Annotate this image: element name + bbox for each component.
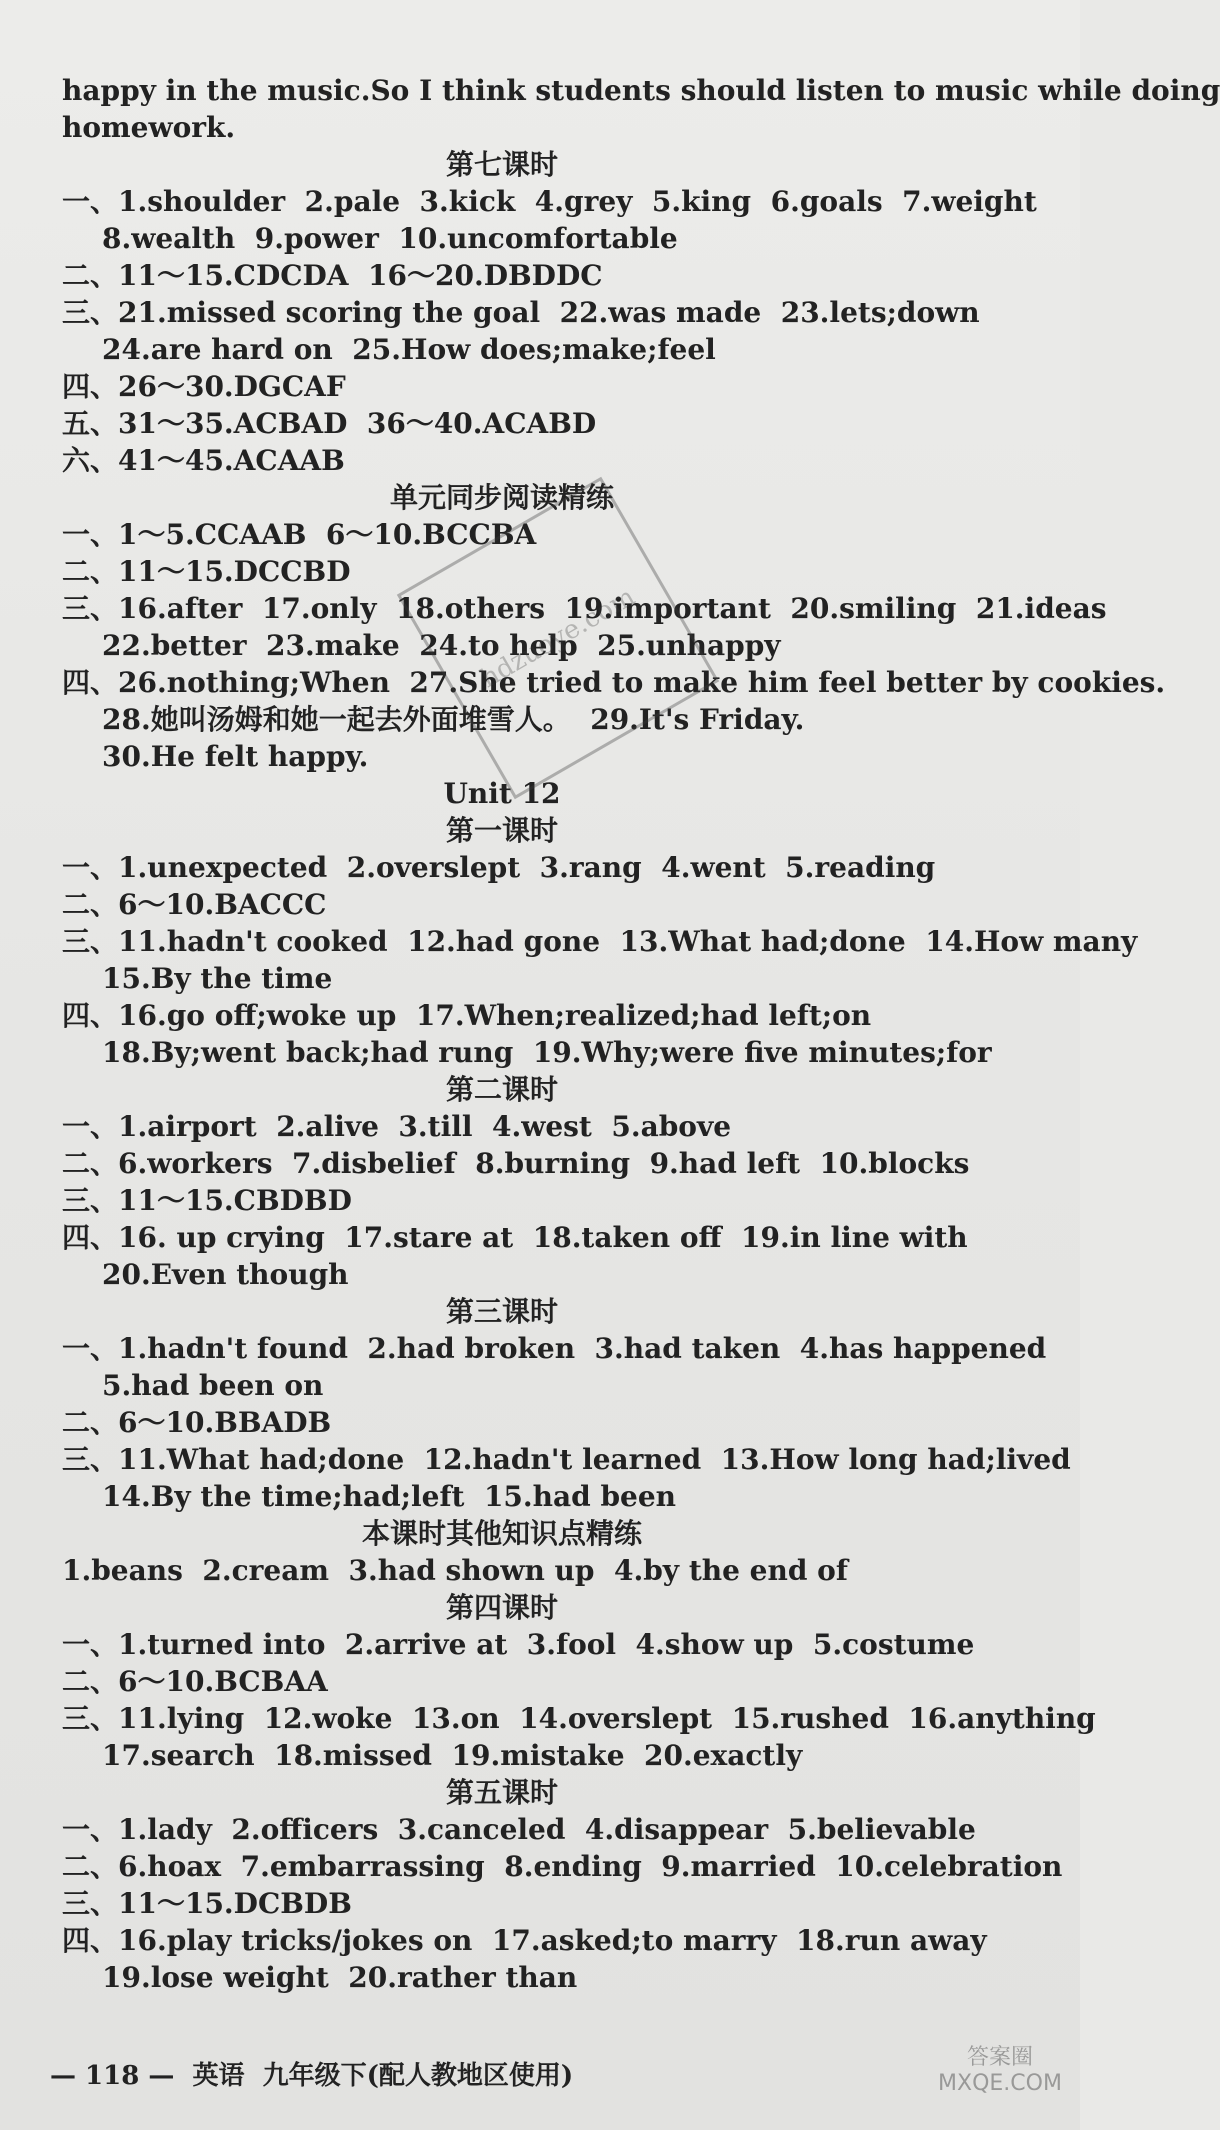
answer-line: 二、6.workers 7.disbelief 8.burning 9.had left 10.blocks [62, 1147, 970, 1180]
answer-line: 一、1.lady 2.officers 3.canceled 4.disappear 5.believable [62, 1813, 976, 1846]
answer-line: homework. [62, 111, 236, 144]
answer-line: 22.better 23.make 24.to help 25.unhappy [102, 629, 781, 662]
answer-line: 四、26.nothing;When 27.She tried to make him feel better by cookies. [62, 666, 1166, 699]
section-heading: 单元同步阅读精练 [389, 481, 614, 514]
section-heading: 第三课时 [445, 1295, 558, 1328]
answer-line: 四、16. up crying 17.stare at 18.taken off 19.in line with [62, 1221, 968, 1254]
answer-line: 二、11～15.CDCDA 16～20.DBDDC [62, 259, 603, 292]
answer-line: 24.are hard on 25.How does;make;feel [102, 333, 716, 366]
section-heading: 第五课时 [445, 1776, 558, 1809]
answer-line: 二、6～10.BCBAA [62, 1665, 328, 1698]
answer-line: 18.By;went back;had rung 19.Why;were five minutes;for [102, 1036, 992, 1069]
answer-line: 30.He felt happy. [102, 740, 369, 773]
page-footer: — 118 — 英语 九年级下(配人教地区使用) [50, 2061, 574, 2091]
answer-line: 20.Even though [102, 1258, 349, 1291]
answer-line: happy in the music.So I think students should listen to music while doing [62, 74, 1220, 107]
answer-line: 一、1.unexpected 2.overslept 3.rang 4.went 5.reading [62, 851, 936, 884]
section-heading: 第一课时 [445, 814, 558, 847]
answer-line: 三、16.after 17.only 18.others 19.important 20.smiling 21.ideas [62, 592, 1107, 625]
answer-line: 8.wealth 9.power 10.uncomfortable [102, 222, 678, 255]
answer-line: 二、6～10.BBADB [62, 1406, 332, 1439]
section-heading: 本课时其他知识点精练 [361, 1517, 642, 1550]
answer-content [62, 72, 1220, 1996]
answer-line: 三、11～15.DCBDB [62, 1887, 352, 1920]
answer-line: 14.By the time;had;left 15.had been [102, 1480, 677, 1513]
section-heading: Unit 12 [443, 777, 561, 810]
answer-line: 三、21.missed scoring the goal 22.was made 23.lets;down [62, 296, 980, 329]
answer-line: 1.beans 2.cream 3.had shown up 4.by the end of [62, 1554, 848, 1587]
answer-line: 19.lose weight 20.rather than [102, 1961, 578, 1994]
answer-line: 一、1.airport 2.alive 3.till 4.west 5.above [62, 1110, 732, 1143]
answer-line: 28.她叫汤姆和她一起去外面堆雪人。 29.It's Friday. [102, 703, 805, 736]
site-logo [935, 2040, 1065, 2120]
watermark-text: hdzuoye.com [475, 581, 641, 695]
answer-line: 一、1～5.CCAAB 6～10.BCCBA [62, 518, 537, 551]
answer-line: 二、6～10.BACCC [62, 888, 327, 921]
answer-line: 一、1.hadn't found 2.had broken 3.had taken 4.has happened [62, 1332, 1047, 1365]
section-heading: 第四课时 [445, 1591, 558, 1624]
answer-line: 一、1.shoulder 2.pale 3.kick 4.grey 5.king 6.goals 7.weight [62, 185, 1037, 218]
answer-line: 三、11.What had;done 12.hadn't learned 13.How long had;lived [62, 1443, 1071, 1476]
section-heading: 第二课时 [445, 1073, 558, 1106]
answer-line: 三、11～15.CBDBD [62, 1184, 352, 1217]
answer-line: 四、16.go off;woke up 17.When;realized;had left;on [62, 999, 872, 1032]
answer-line: 二、6.hoax 7.embarrassing 8.ending 9.married 10.celebration [62, 1850, 1063, 1883]
logo-text: 答案圈 MXQE.COM [938, 2045, 1062, 2096]
answer-line: 三、11.lying 12.woke 13.on 14.overslept 15.rushed 16.anything [62, 1702, 1096, 1735]
answer-line: 17.search 18.missed 19.mistake 20.exactly [102, 1739, 803, 1772]
answer-line: 四、16.play tricks/jokes on 17.asked;to marry 18.run away [62, 1924, 987, 1957]
answer-line: 二、11～15.DCCBD [62, 555, 351, 588]
section-heading: 第七课时 [445, 148, 558, 181]
answer-line: 五、31～35.ACBAD 36～40.ACABD [62, 407, 597, 440]
answer-line: 六、41～45.ACAAB [62, 444, 345, 477]
answer-line: 5.had been on [102, 1369, 324, 1402]
answer-line: 三、11.hadn't cooked 12.had gone 13.What had;done 14.How many [62, 925, 1138, 958]
answer-line: 四、26～30.DGCAF [62, 370, 346, 403]
answer-line: 一、1.turned into 2.arrive at 3.fool 4.show up 5.costume [62, 1628, 975, 1661]
answer-line: 15.By the time [102, 962, 333, 995]
